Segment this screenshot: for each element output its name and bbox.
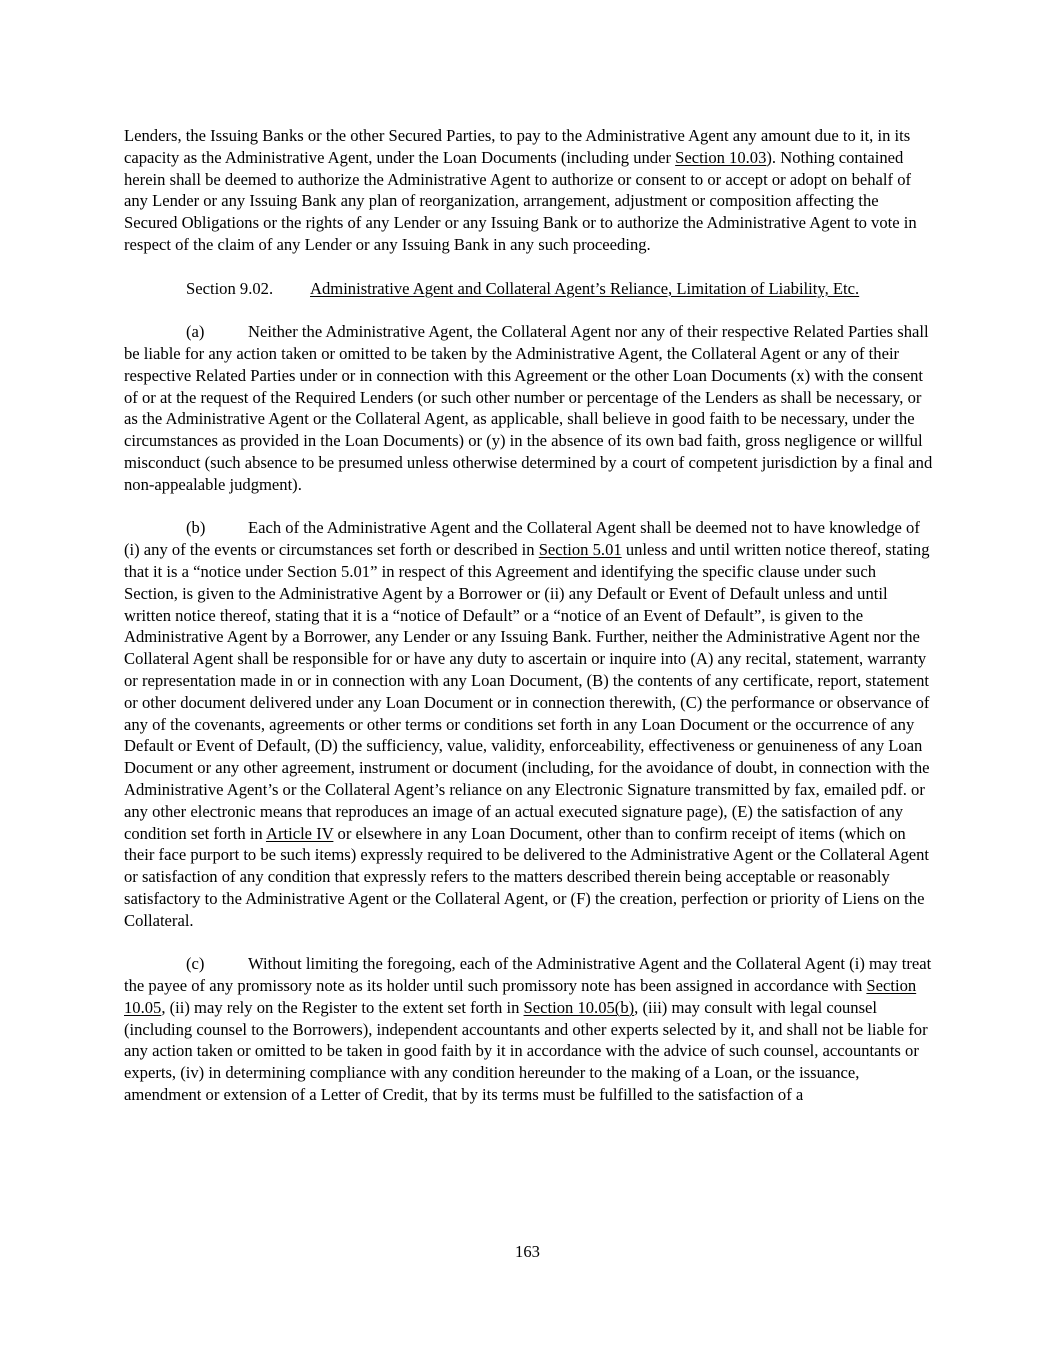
paragraph-b	[124, 517, 934, 931]
paragraph-label: (a)	[186, 322, 205, 342]
section-number: Section 9.02.	[186, 278, 274, 298]
paragraph-a	[124, 321, 934, 495]
paragraph-label: (b)	[186, 518, 206, 538]
paragraph-continuation	[124, 125, 934, 256]
cross-reference-section-10-03: Section 10.03	[675, 147, 767, 167]
cross-reference-section-10-05-b: Section 10.05(b)	[523, 997, 635, 1017]
paragraph-text: Lenders, the Issuing Banks or the other Secured Parties, to pay to the Administrative Agent any amount due to it, in its capacity as the Administrative Agent, under the Loan Documents (including under	[124, 126, 911, 167]
page-number: 163	[515, 1242, 540, 1261]
paragraph-text: , (ii) may rely on the Register to the extent set forth in	[161, 997, 524, 1017]
cross-reference-section-5-01: Section 5.01	[538, 540, 622, 560]
paragraph-text: Neither the Administrative Agent, the Collateral Agent nor any of their respective Related Parties shall be liable for any action taken or omitted to be taken by the Administrative Agent, the Collateral Agent or any of their respective Related Parties under or in connection with this Agreement or the other Loan Documents (x) with the consent of or at the request of the Required Lenders (or such other number or percentage of the Lenders as shall be necessary, or as the Administrative Agent or the Collateral Agent, as applicable, shall believe in good faith to be necessary, under the circumstances as provided in the Loan Documents) or (y) in the absence of its own bad faith, gross negligence or willful misconduct (such absence to be presumed unless otherwise determined by a court of competent jurisdiction by a final and non-appealable judgment).	[124, 322, 933, 494]
paragraph-c	[124, 953, 934, 1106]
section-title: Administrative Agent and Collateral Agent’s Reliance, Limitation of Liability, Etc.	[310, 278, 860, 298]
paragraph-label: (c)	[186, 954, 205, 974]
document-page	[124, 125, 934, 1106]
cross-reference-article-iv: Article IV	[265, 823, 334, 843]
paragraph-text: , (iii) may consult with legal counsel (including counsel to the Borrowers), independent accountants and other experts selected by it, and shall not be liable for any action taken or omitted to be taken in good faith by it in accordance with the advice of such counsel, accountants or experts, (iv) in determining compliance with any condition hereunder to the making of a Loan, or the issuance, amendment or extension of a Letter of Credit, that by its terms must be fulfilled to the satisfaction of a	[124, 997, 928, 1105]
paragraph-text: Each of the Administrative Agent and the Collateral Agent shall be deemed not to have knowledge of (i) any of the events or circumstances set forth or described in	[124, 518, 920, 560]
paragraph-text: Without limiting the foregoing, each of the Administrative Agent and the Collateral Agent (i) may treat the payee of any promissory note as its holder until such promissory note has been assigned in accordance with	[124, 954, 932, 996]
paragraph-text: ). Nothing contained herein shall be deemed to authorize the Administrative Agent to authorize or consent to or accept or adopt on behalf of any Lender or any Issuing Bank any plan of reorganization, arrangement, adjustment or composition affecting the Secured Obligations or the rights of any Lender or any Issuing Bank or to authorize the Administrative Agent to vote in respect of the claim of any Lender or any Issuing Bank in any such proceeding.	[124, 147, 917, 254]
cross-reference-section-10-05: Section 10.05	[124, 976, 917, 1017]
paragraph-text: unless and until written notice thereof, stating that it is a “notice under Section 5.01” in respect of this Agreement and identifying the specific clause under such Section, is given to the Administrative Agent by a Borrower or (ii) any Default or Event of Default unless and until written notice thereof, stating that it is a “notice of Default” or a “notice of an Event of Default”, is given to the Administrative Agent by a Borrower, any Lender or any Issuing Bank. Further, neither the Administrative Agent nor the Collateral Agent shall be responsible for or have any duty to ascertain or inquire into (A) any recital, statement, warranty or representation made in or in connection with any Loan Document, (B) the contents of any certificate, report, statement or other document delivered under any Loan Document or in connection therewith, (C) the performance or observance of any of the covenants, agreements or other terms or conditions set forth in any Loan Document or the occurrence of any Default or Event of Default, (D) the sufficiency, value, validity, enforceability, effectiveness or genuineness of any Loan Document or any other agreement, instrument or document (including, for the avoidance of doubt, in connection with the Administrative Agent’s or the Collateral Agent’s reliance on any Electronic Signature transmitted by fax, emailed pdf. or any other electronic means that reproduces an image of an actual executed signature page), (E) the satisfaction of any condition set forth in	[124, 540, 930, 843]
paragraph-text: or elsewhere in any Loan Document, other than to confirm receipt of items (which on their face purport to be such items) expressly required to be delivered to the Administrative Agent or the Collateral Agent or satisfaction of any condition that expressly refers to the matters described therein being acceptable or reasonably satisfactory to the Administrative Agent or the Collateral Agent, or (F) the creation, perfection or priority of Liens on the Collateral.	[124, 823, 930, 930]
section-heading	[124, 278, 934, 300]
